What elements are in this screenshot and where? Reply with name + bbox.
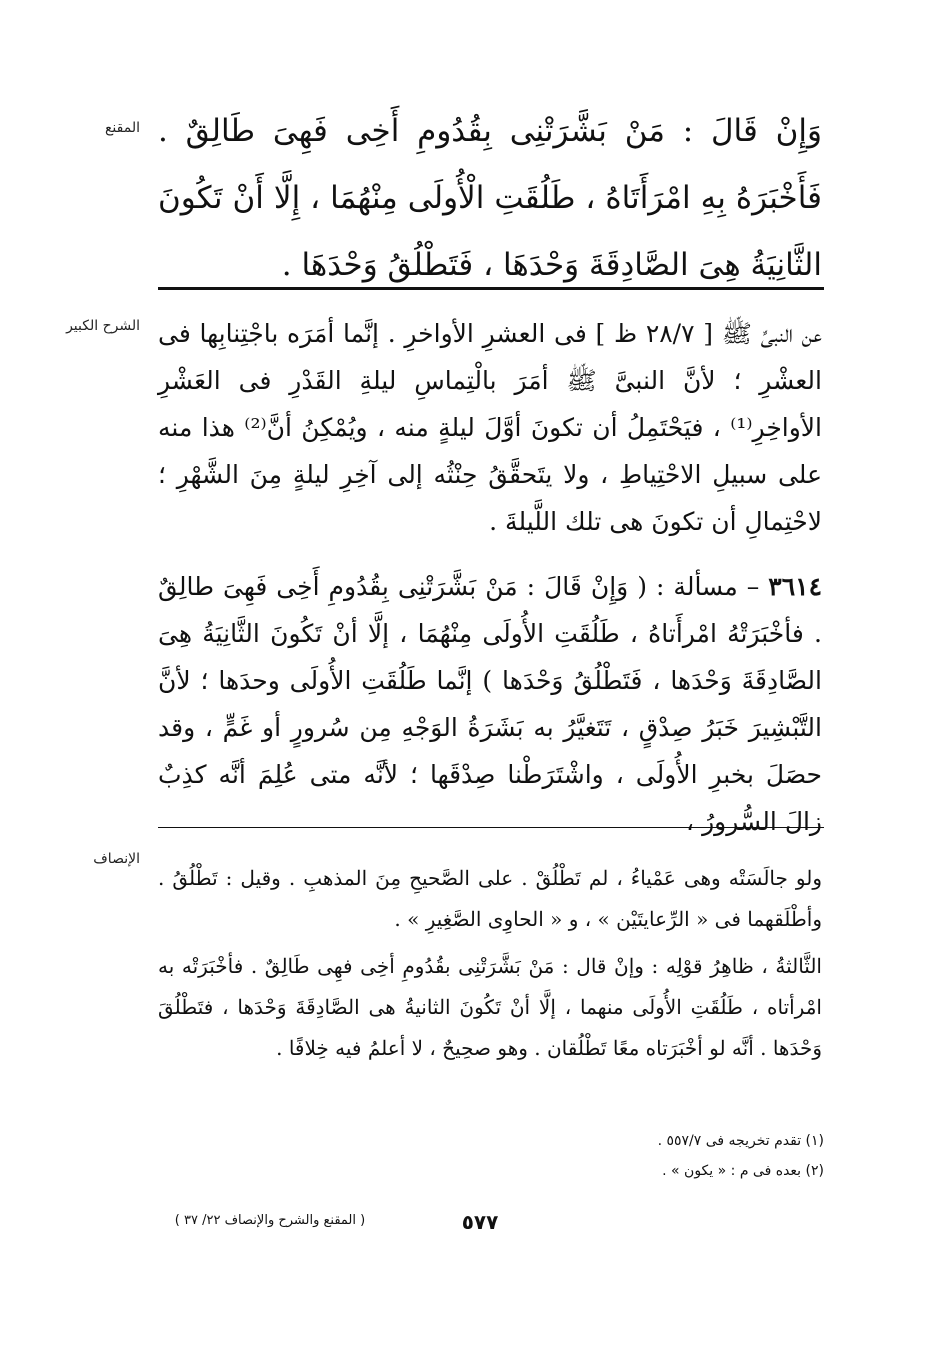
insaf-section: [158, 858, 822, 1069]
section-divider: [158, 827, 824, 828]
masala-number: ٣٦١٤: [768, 572, 822, 601]
section-divider: [158, 287, 824, 290]
insaf-paragraph: الثَّالثةُ ، ظاهِرُ قوْلِه : وإنْ قال : مَنْ بَشَّرَتْنِى بقُدُومِ أخِى فهِى طَالِقٌ . فأخْبَرَتْه به امْرأتاه ، طَلُقَتِ الأُولَى منهما ، إلَّا أنْ تَكُونَ الثانيةُ هى الصَّادِقَةَ وَحْدَها ، فتَطْلُقَ وَحْدَها . أنَّه لو أخْبَرَتاه معًا تَطْلُقان . وهو صحِيحٌ ، لا أعلمُ فيه خِلافًا .: [158, 954, 822, 1060]
label-muqni: المقنع: [104, 120, 140, 136]
masala-paragraph: [158, 563, 822, 845]
insaf-paragraph: ولو جالَسَتْه وهى عَمْياءُ ، لم تَطْلُقْ . على الصَّحيحِ مِنَ المذهبِ . وقيل : تَطْلُقُ . وأطْلَقهما فى « الرِّعايتَيْن » ، و « الحاوِى الصَّغِيرِ » .: [158, 866, 822, 931]
masala-text: – مسألة : ( وَإِنْ قَالَ : مَنْ بَشَّرَتْنِى بِقُدُومِ أَخِى فَهِىَ طالِقٌ . فأخْبَرَتْهُ امْرأَتاهُ ، طَلُقَتِ الأُولَى مِنْهُمَا ، إلَّا أنْ تَكُونَ الثَّانِيَةُ هِىَ الصَّادِقَةَ وَحْدَها ، فَتَطْلُقُ وَحْدَها ) إنَّما طَلُقَتِ الأُولَى وحدَها ؛ لأنَّ التَّبْشِيرَ خَبَرُ صِدْقٍ ، تَتَغيَّرُ به بَشَرَةُ الوَجْهِ مِن سُرورٍ أو غَمٍّ ، وقد حصَلَ بخبرِ الأُولَى ، واشْتَرَطْنا صِدْقَها ؛ لأنَّه متى عُلِمَ أنَّه كذِبٌ زالَ السُّرورُ ،: [158, 572, 822, 836]
label-insaf: الإنصاف: [93, 851, 140, 867]
footnote: (٢) بعده فى م : « يكون » .: [662, 1163, 824, 1179]
sharh-section: [158, 310, 822, 845]
footnotes: [460, 1126, 824, 1186]
sharh-paragraph: عن النبىِّ ﷺ [ ٢٨/٧ ظ ] فى العشرِ الأواخرِ . إنَّما أمَرَه باجْتِنابِها فى العشْرِ ؛ لأنَّ النبىَّ ﷺ أمَرَ بالْتِماسِ ليلةِ القَدْرِ فى العَشْرِ الأواخِرِ⁽¹⁾ ، فيَحْتَمِلُ أن تكونَ أوَّلَ ليلةٍ منه ، ويُمْكِنُ أنَّ⁽²⁾ هذا منه على سبيلِ الاحْتِياطِ ، ولا يتَحقَّقُ حِنْثُه إلى آخِرِ ليلةٍ مِنَ الشَّهْرِ ؛ لاحْتِمالِ أن تكونَ هى تلك اللَّيلةَ .: [158, 319, 823, 536]
muqni-text: وَإِنْ قَالَ : مَنْ بَشَّرَتْنِى بِقُدُومِ أَخِى فَهِىَ طَالِقٌ . فَأَخْبَرَهُ بِهِ امْرَأَتَاهُ ، طَلُقَتِ الْأُولَى مِنْهُمَا ، إِلَّا أَنْ تَكُونَ الثَّانِيَةُ هِىَ الصَّادِقَةَ وَحْدَهَا ، فَتَطْلُقُ وَحْدَهَا .: [158, 113, 822, 283]
label-sharh-kabir: الشرح الكبير: [66, 318, 140, 334]
footnote: (١) تقدم تخريجه فى ٥٥٧/٧ .: [657, 1133, 824, 1149]
page-reference: ( المقنع والشرح والإنصاف ٢٢/ ٣٧ ): [174, 1213, 366, 1228]
muqni-section: [158, 98, 822, 299]
page-number: ٥٧٧: [461, 1210, 499, 1234]
